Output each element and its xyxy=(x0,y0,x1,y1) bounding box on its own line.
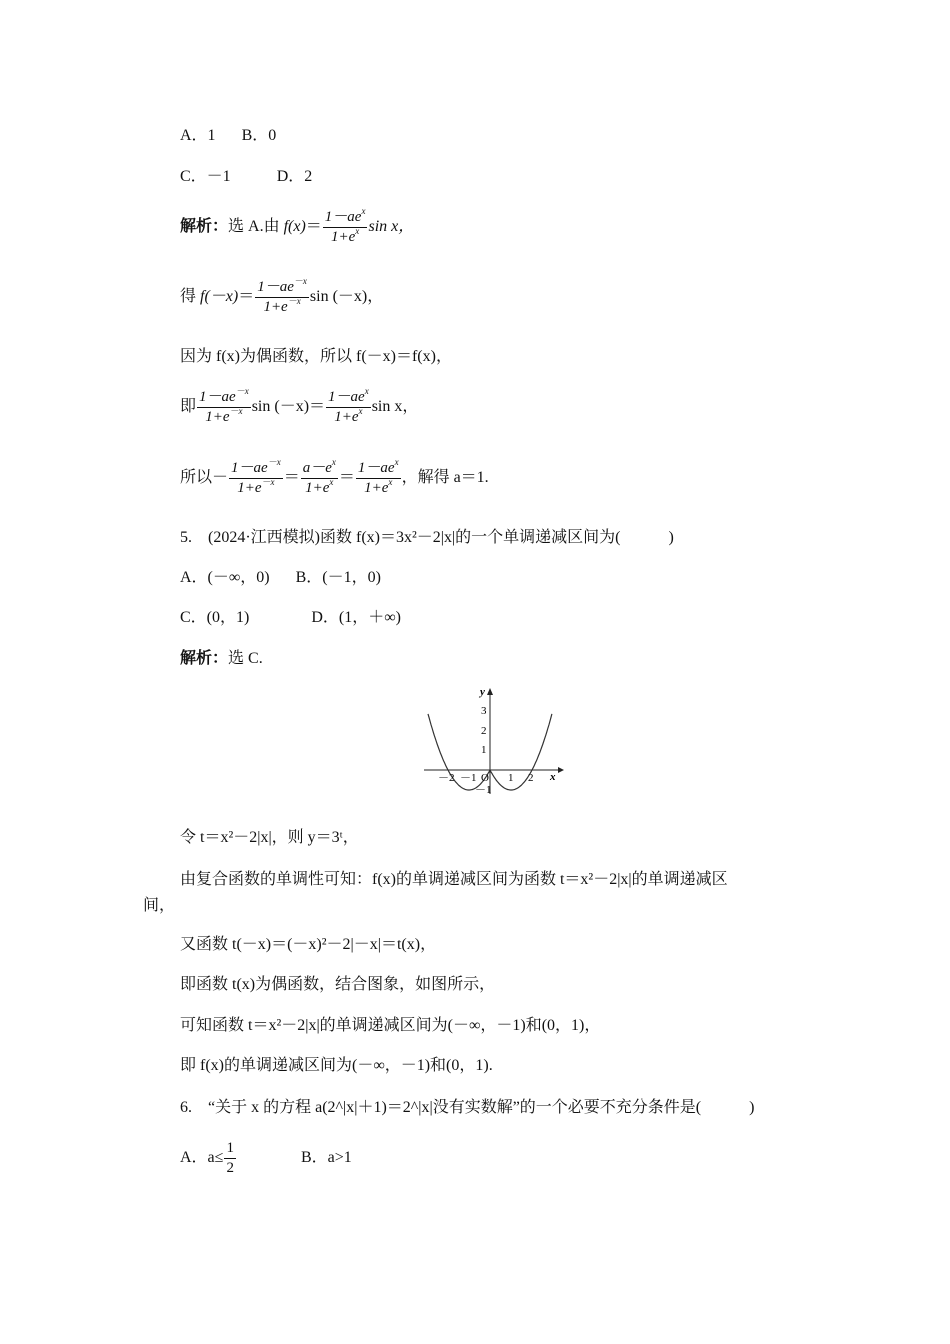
q6-options-row-1 xyxy=(180,1139,352,1178)
q6-option-b[interactable]: B．a>1 xyxy=(300,1149,352,1167)
fraction: $\frac{1-ae^x}{1+e^x}$ xyxy=(357,457,399,496)
solution-label: 解析： xyxy=(180,218,229,236)
q4-solution-line-2: 得 f(－x)＝ $\frac{1-ae^{-x}}{1+e^{-x}}$ sin (－x)， xyxy=(180,276,384,315)
fraction: $\frac{a-e^x}{1+e^x}$ xyxy=(302,457,336,496)
q5-options-row-1 xyxy=(180,567,381,589)
q4-solution-line-5: 所以－ $\frac{1-ae^{-x}}{1+e^{-x}}$ ＝ $\frac{a-e^x}{1+e^x}$ ＝ $\frac{1-ae^x}{1+e^x}$ ，解得 a＝1. xyxy=(180,457,489,496)
x-axis-label: x xyxy=(550,771,556,783)
q5-option-c[interactable]: C．(0，1) xyxy=(180,609,250,626)
y-axis-label: y xyxy=(480,686,485,698)
solution-label: 解析： xyxy=(180,650,229,667)
fraction: $\frac{1-ae^x}{1+e^x}$ xyxy=(328,386,369,425)
q5-solution-line-1: 令 t＝x²－2|x|，则 y＝3ᵗ， xyxy=(180,829,359,846)
x-tick-label: O xyxy=(481,772,489,784)
q5-solution-line: 解析：选 C. xyxy=(180,650,263,667)
fraction: $\frac{1-ae^{-x}}{1+e^{-x}}$ xyxy=(231,457,281,496)
q5-option-d[interactable]: D．(1，＋∞) xyxy=(311,609,401,626)
y-axis-arrow xyxy=(487,688,493,695)
x-axis-arrow xyxy=(558,767,564,773)
q4-option-a[interactable]: A．1 xyxy=(180,127,216,144)
q4-options-row-1 xyxy=(180,125,276,147)
x-tick-label: －1 xyxy=(460,772,477,784)
x-tick-label: 1 xyxy=(508,772,514,784)
q5-solution-line-4: 即函数 t(x)为偶函数，结合图象，如图所示， xyxy=(180,976,496,993)
q5-options-row-2 xyxy=(180,607,401,629)
fraction: $\frac{1-ae^{-x}}{1+e^{-x}}$ xyxy=(257,276,307,315)
fraction: $\frac{1-ae^x}{1+e^x}$ xyxy=(324,206,366,245)
q5-solution-line-5: 可知函数 t＝x²－2|x|的单调递减区间为(－∞，－1)和(0，1)， xyxy=(180,1017,601,1034)
q5-option-b[interactable]: B．(－1，0) xyxy=(295,569,381,586)
q6-stem: 6. “关于 x 的方程 a(2^|x|＋1)＝2^|x|没有实数解”的一个必要不充分条件是( ) xyxy=(180,1099,755,1116)
q4-option-c[interactable]: C．－1 xyxy=(180,168,231,185)
function-graph xyxy=(420,684,566,798)
q5-solution-line-2b: 间， xyxy=(143,897,176,914)
q4-option-b[interactable]: B．0 xyxy=(241,127,277,144)
x-tick-label: 2 xyxy=(528,772,534,784)
q6-option-a[interactable]: A．a≤ $\frac{1}{2}$ xyxy=(180,1140,234,1176)
q4-option-d[interactable]: D．2 xyxy=(276,168,313,185)
q4-options-row-2 xyxy=(180,166,312,188)
y-tick-label: －1 xyxy=(475,784,492,796)
q4-solution-line-4: 即 $\frac{1-ae^{-x}}{1+e^{-x}}$ sin (－x)＝ $\frac{1-ae^x}{1+e^x}$ sin x， xyxy=(180,386,419,425)
fraction: $\frac{1}{2}$ xyxy=(226,1140,234,1176)
q5-option-a[interactable]: A．(－∞，0) xyxy=(180,569,270,586)
fraction: $\frac{1-ae^{-x}}{1+e^{-x}}$ xyxy=(199,386,249,425)
y-tick-label: 1 xyxy=(481,744,487,756)
q5-stem: 5. (2024·江西模拟)函数 f(x)＝3x²－2|x|的一个单调递减区间为( ) xyxy=(180,529,674,546)
x-tick-label: －2 xyxy=(438,772,455,784)
y-tick-label: 3 xyxy=(481,705,487,717)
q5-solution-line-3: 又函数 t(－x)＝(－x)²－2|－x|＝t(x)， xyxy=(180,936,437,953)
y-tick-label: 2 xyxy=(481,725,487,737)
q4-solution-line-1: 解析：选 A.由 f(x)＝ $\frac{1-ae^x}{1+e^x}$ sin x， xyxy=(180,206,415,245)
q5-solution-line-2a: 由复合函数的单调性可知：f(x)的单调递减区间为函数 t＝x²－2|x|的单调递减区 xyxy=(180,871,728,888)
q4-solution-line-3: 因为 f(x)为偶函数，所以 f(－x)＝f(x)， xyxy=(180,348,452,365)
q5-solution-line-6: 即 f(x)的单调递减区间为(－∞，－1)和(0，1). xyxy=(180,1057,493,1074)
